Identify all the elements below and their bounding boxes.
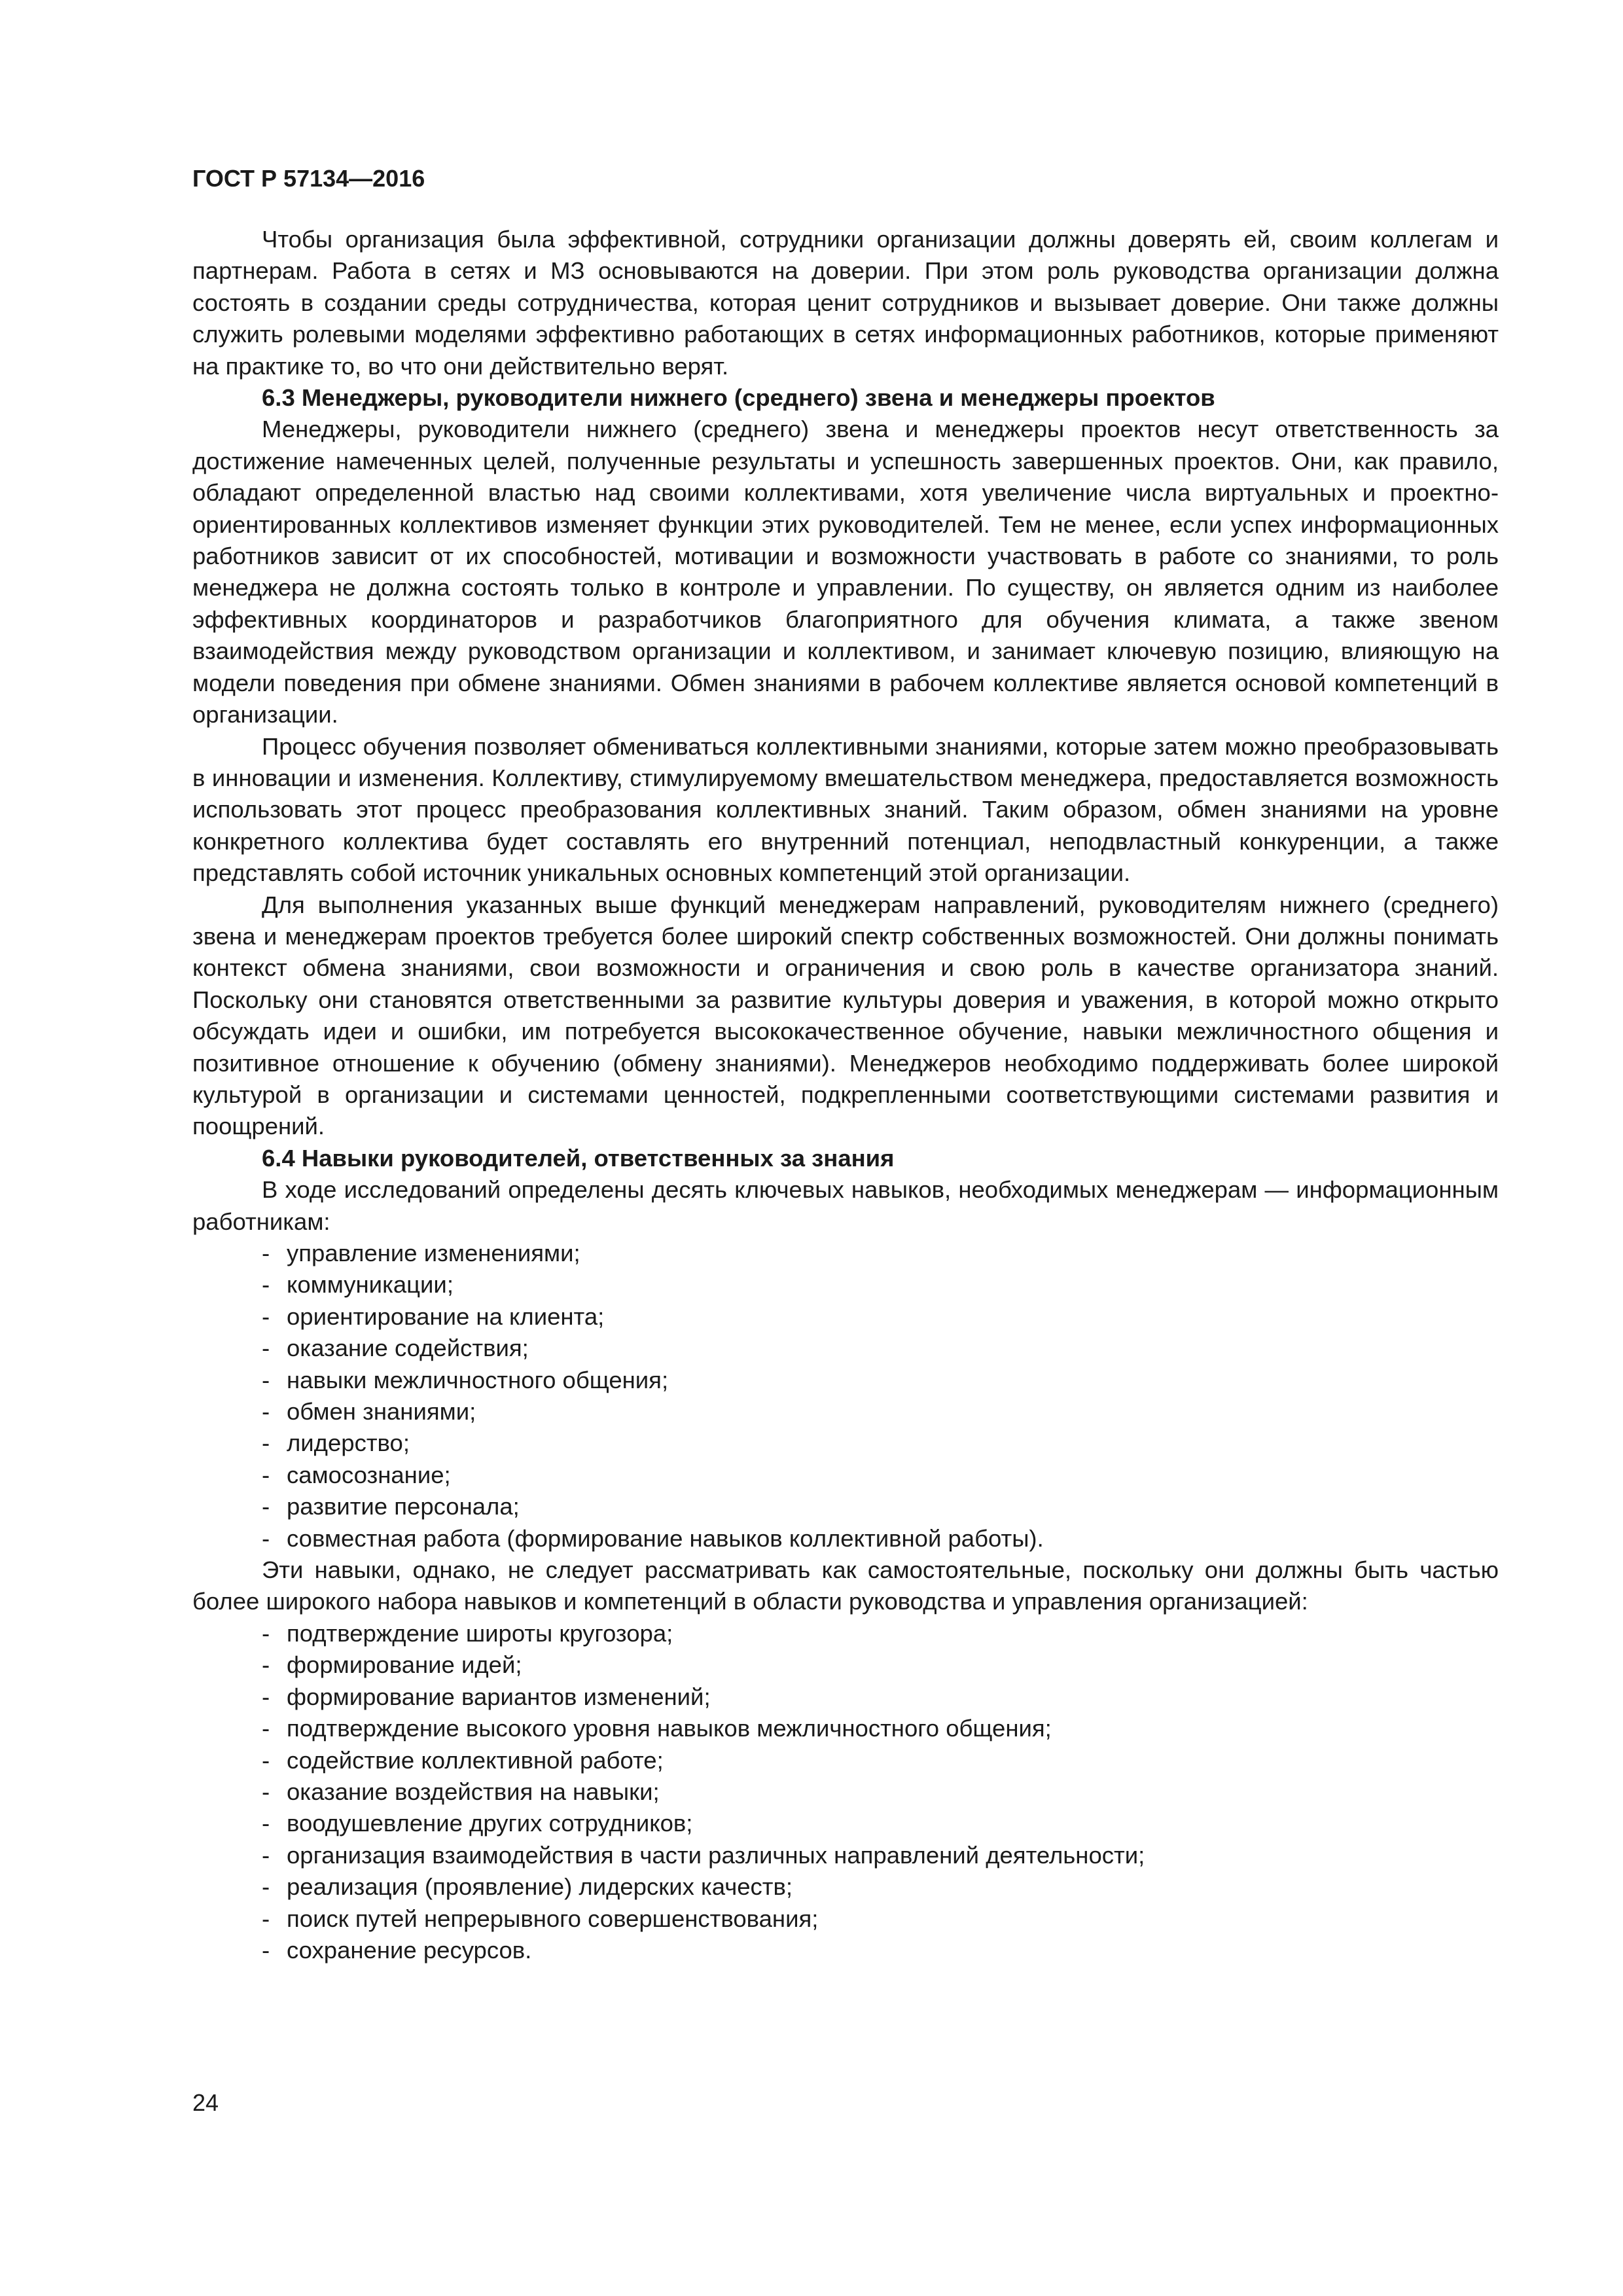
list-item: - обмен знаниями; <box>262 1396 1499 1427</box>
list-item: - навыки межличностного общения; <box>262 1365 1499 1396</box>
list-item: - оказание содействия; <box>262 1333 1499 1364</box>
list-item: - подтверждение широты кругозора; <box>262 1618 1499 1649</box>
key-skills-list <box>192 1238 1499 1554</box>
list-item: - совместная работа (формирование навыков коллективной работы). <box>262 1523 1499 1554</box>
section-6-4-lead: В ходе исследований определены десять ключевых навыков, необходимых менеджерам — информационным работникам: <box>192 1176 1499 1235</box>
document-standard-code: ГОСТ Р 57134—2016 <box>192 165 425 192</box>
list-item: - сохранение ресурсов. <box>262 1935 1499 1966</box>
list-item: - лидерство; <box>262 1427 1499 1459</box>
list-item: - поиск путей непрерывного совершенствования; <box>262 1903 1499 1935</box>
section-6-4-bridge: Эти навыки, однако, не следует рассматривать как самостоятельные, поскольку они должны быть частью более широкого набора навыков и компетенций в области руководства и управления организацией: <box>192 1556 1499 1615</box>
section-6-3-paragraph: Для выполнения указанных выше функций менеджерам направлений, руководителям нижнего (среднего) звена и менеджерам проектов требуется более широкий спектр собственных возможностей. Они должны понимать контекст обмена знаниями, свои возможности и ограничения и свою роль в качестве организатора знаний. Поскольку они становятся ответственными за развитие культуры доверия и уважения, в которой можно открыто обсуждать идеи и ошибки, им потребуется высококачественное обучение, навыки межличностного общения и позитивное отношение к обучению (обмену знаниями). Менеджеров необходимо поддерживать более широкой культурой в организации и системами ценностей, подкрепленными соответствующими системами развития и поощрений. <box>192 891 1499 1140</box>
intro-paragraph: Чтобы организация была эффективной, сотрудники организации должны доверять ей, своим коллегам и партнерам. Работа в сетях и МЗ основываются на доверии. При этом роль руководства организации должна состоять в создании среды сотрудничества, которая ценит сотрудников и вызывает доверие. Они также должны служить ролевыми моделями эффективно работающих в сетях информационных работников, которые применяют на практике то, во что они действительно верят. <box>192 226 1499 380</box>
list-item: - формирование идей; <box>262 1649 1499 1681</box>
broader-skills-list <box>192 1618 1499 1966</box>
list-item: - управление изменениями; <box>262 1238 1499 1269</box>
page-number: 24 <box>192 2089 219 2116</box>
list-item: - реализация (проявление) лидерских качеств; <box>262 1871 1499 1903</box>
list-item: - организация взаимодействия в части различных направлений деятельности; <box>262 1840 1499 1871</box>
document-body <box>192 224 1499 1966</box>
list-item: - содействие коллективной работе; <box>262 1745 1499 1776</box>
list-item: - оказание воздействия на навыки; <box>262 1776 1499 1808</box>
list-item: - формирование вариантов изменений; <box>262 1681 1499 1713</box>
list-item: - подтверждение высокого уровня навыков межличностного общения; <box>262 1713 1499 1744</box>
list-item: - самосознание; <box>262 1460 1499 1491</box>
list-item: - развитие персонала; <box>262 1491 1499 1522</box>
section-heading-6-4: 6.4 Навыки руководителей, ответственных за знания <box>262 1144 895 1172</box>
section-6-3-paragraph: Менеджеры, руководители нижнего (среднего) звена и менеджеры проектов несут ответственность за достижение намеченных целей, полученные результаты и успешность завершенных проектов. Они, как правило, обладают определенной властью над своими коллективами, хотя увеличение числа виртуальных и проектно-ориентированных коллективов изменяет функции этих руководителей. Тем не менее, если успех информационных работников зависит от их способностей, мотивации и возможности участвовать в работе со знаниями, то роль менеджера не должна состоять только в контроле и управлении. По существу, он является одним из наиболее эффективных координаторов и разработчиков благоприятного для обучения климата, а также звеном взаимодействия между руководством организации и коллективом, и занимает ключевую позицию, влияющую на модели поведения при обмене знаниями. Обмен знаниями в рабочем коллективе является основой компетенций в организации. <box>192 416 1499 728</box>
list-item: - ориентирование на клиента; <box>262 1301 1499 1333</box>
list-item: - воодушевление других сотрудников; <box>262 1808 1499 1839</box>
document-page <box>192 0 1499 2296</box>
list-item: - коммуникации; <box>262 1269 1499 1300</box>
section-6-3-paragraph: Процесс обучения позволяет обмениваться коллективными знаниями, которые затем можно преобразовывать в инновации и изменения. Коллективу, стимулируемому вмешательством менеджера, предоставляется возможность использовать этот процесс преобразования коллективных знаний. Таким образом, обмен знаниями на уровне конкретного коллектива будет составлять его внутренний потенциал, неподвластный конкуренции, а также представлять собой источник уникальных основных компетенций этой организации. <box>192 732 1499 887</box>
section-heading-6-3: 6.3 Менеджеры, руководители нижнего (среднего) звена и менеджеры проектов <box>262 384 1215 412</box>
